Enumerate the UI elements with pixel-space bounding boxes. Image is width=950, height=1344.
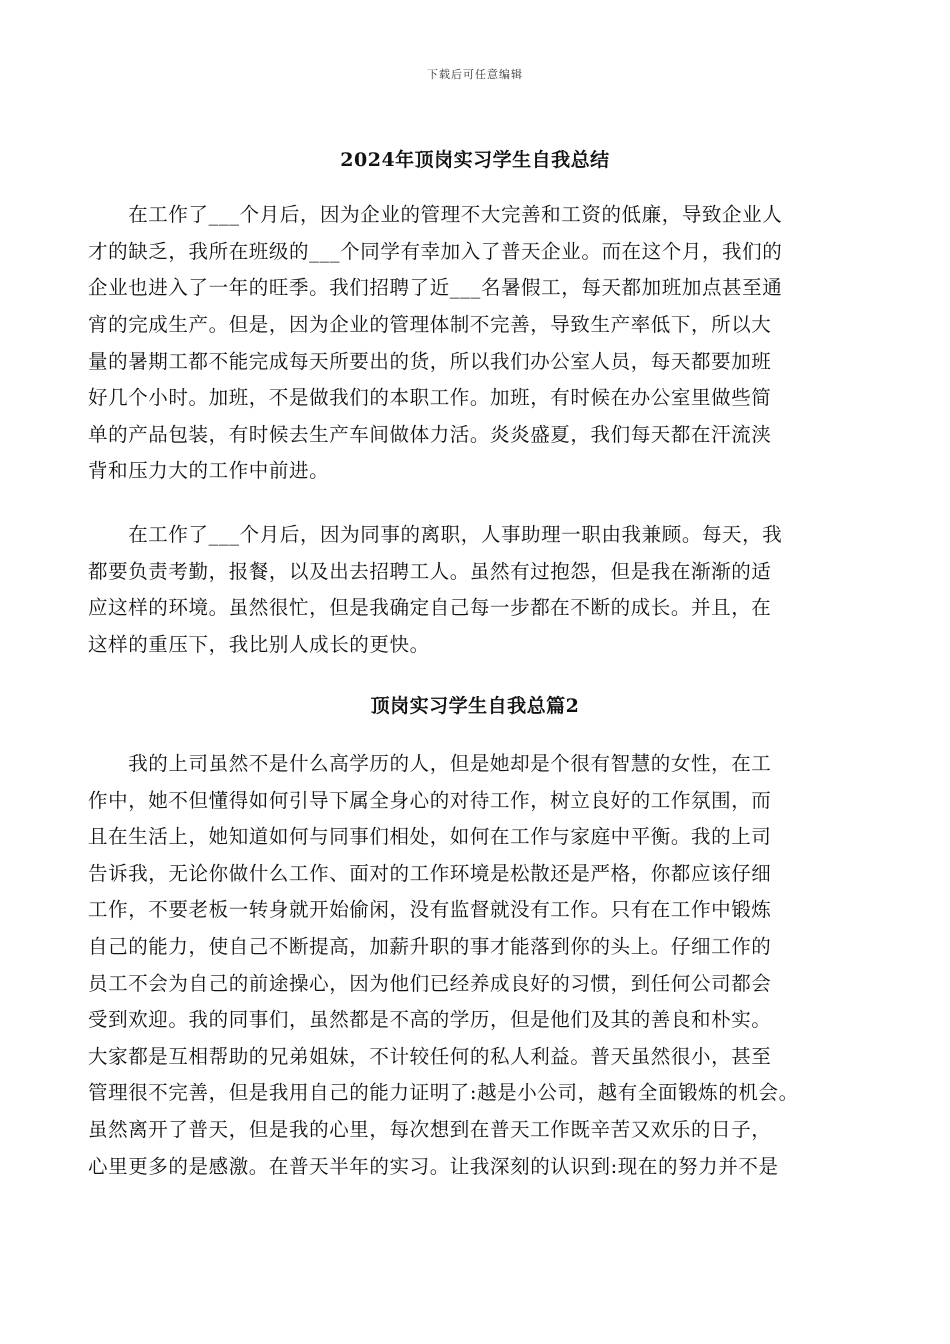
paragraph-line: 受到欢迎。我的同事们，虽然都是不高的学历，但是他们及其的善良和朴实。 <box>88 1008 772 1031</box>
paragraph-line: 作中，她不但懂得如何引导下属全身心的对待工作，树立良好的工作氛围，而 <box>88 789 772 812</box>
paragraph-line: 好几个小时。加班，不是做我们的本职工作。加班，有时候在办公室里做些简 <box>88 386 772 409</box>
paragraph-line: 心里更多的是感激。在普天半年的实习。让我深刻的认识到:现在的努力并不是 <box>88 1155 779 1178</box>
paragraph-line: 这样的重压下，我比别人成长的更快。 <box>88 633 430 656</box>
paragraph-line: 量的暑期工都不能完成每天所要出的货，所以我们办公室人员，每天都要加班 <box>88 350 772 373</box>
paragraph-line: 且在生活上，她知道如何与同事们相处，如何在工作与家庭中平衡。我的上司 <box>88 825 772 848</box>
paragraph-line: 应这样的环境。虽然很忙，但是我确定自己每一步都在不断的成长。并且，在 <box>88 596 772 619</box>
paragraph-line: 员工不会为自己的前途操心，因为他们已经养成良好的习惯，到任何公司都会 <box>88 972 772 995</box>
paragraph-line: 在工作了___个月后，因为企业的管理不大完善和工资的低廉，导致企业人 <box>88 203 783 226</box>
paragraph-line: 自己的能力，使自己不断提高，加薪升职的事才能落到你的头上。仔细工作的 <box>88 935 772 958</box>
paragraph-line: 宵的完成生产。但是，因为企业的管理体制不完善，导致生产率低下，所以大 <box>88 313 772 336</box>
paragraph-line: 告诉我，无论你做什么工作、面对的工作环境是松散还是严格，你都应该仔细 <box>88 862 772 885</box>
paragraph-line: 背和压力大的工作中前进。 <box>88 459 330 482</box>
paragraph-line: 虽然离开了普天，但是我的心里，每次想到在普天工作既辛苦又欢乐的日子， <box>88 1118 772 1141</box>
paragraph-line: 工作，不要老板一转身就开始偷闲，没有监督就没有工作。只有在工作中锻炼 <box>88 898 772 921</box>
paragraph-line: 都要负责考勤，报餐，以及出去招聘工人。虽然有过抱怨，但是我在渐渐的适 <box>88 560 772 583</box>
section-title: 顶岗实习学生自我总篇2 <box>370 695 580 717</box>
paragraph-line: 大家都是互相帮助的兄弟姐妹，不计较任何的私人利益。普天虽然很小，甚至 <box>88 1045 772 1068</box>
page-header: 下载后可任意编辑 <box>427 68 523 81</box>
document-title: 2024年顶岗实习学生自我总结 <box>340 149 610 171</box>
paragraph-line: 管理很不完善，但是我用自己的能力证明了:越是小公司，越有全面锻炼的机会。 <box>88 1081 799 1104</box>
paragraph-line: 企业也进入了一年的旺季。我们招聘了近___名暑假工，每天都加班加点甚至通 <box>88 276 783 299</box>
paragraph-line: 在工作了___个月后，因为同事的离职，人事助理一职由我兼顾。每天，我 <box>88 523 783 546</box>
paragraph-line: 我的上司虽然不是什么高学历的人，但是她却是个很有智慧的女性，在工 <box>88 752 772 775</box>
paragraph-line: 才的缺乏，我所在班级的___个同学有幸加入了普天企业。而在这个月，我们的 <box>88 240 783 263</box>
paragraph-line: 单的产品包装，有时候去生产车间做体力活。炎炎盛夏，我们每天都在汗流浃 <box>88 423 772 446</box>
